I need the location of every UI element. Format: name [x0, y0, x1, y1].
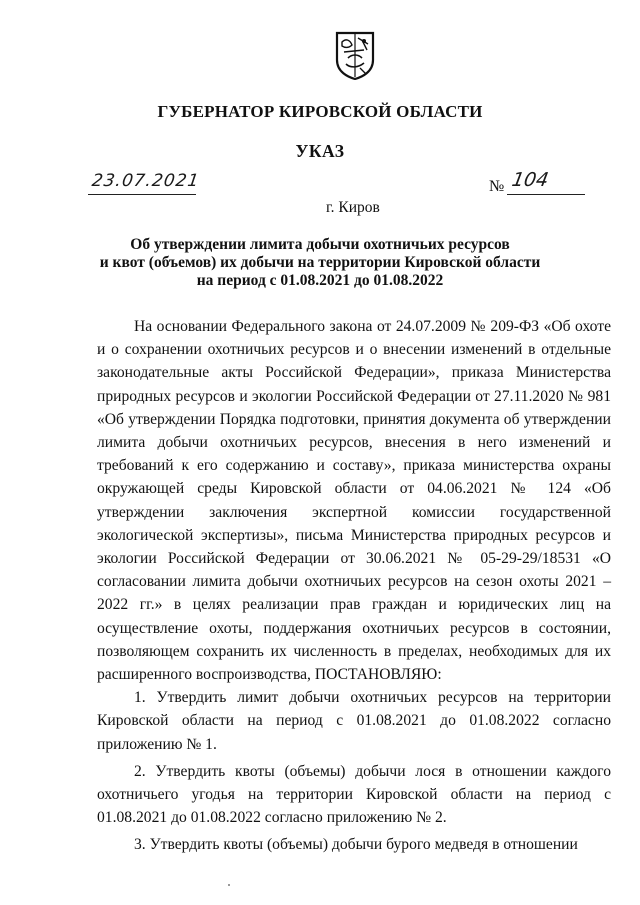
document-subject	[0, 236, 640, 290]
city-name: г. Киров	[326, 199, 380, 216]
item-2-paragraph: 2. Утвердить квоты (объемы) добычи лося в отношении каждого охотничьего угодья на территории Кировской области на период с 01.08.2021 до 01.08.2022 согласно приложению № 2.	[97, 762, 611, 827]
preamble-paragraph: На основании Федерального закона от 24.07.2009 № 209-ФЗ «Об охоте и о сохранении охотничьих ресурсов и о внесении изменений в отдельные законодательные акты Российской Федерации», приказа Министерства природных ресурсов и экологии Российской Федерации от 27.11.2020 № 981 «Об утверждении Порядка подготовки, принятия документа об утверждении лимита добычи охотничьих ресурсов, внесения в него изменений и требований к его содержанию и составу», приказа министерства охраны окружающей среды Кировской области от 04.06.2021 № 124 «Об утверждении заключения экспертной комиссии государственной экологической экспертизы», письма Министерства природных ресурсов и экологии Российской Федерации от 30.06.2021 № 05-29-29/18531 «О согласовании лимита добычи охотничьих ресурсов на сезон охоты 2021 – 2022 гг.» в целях реализации прав граждан и юридических лиц на осуществление охоты, поддержания охотничьих ресурсов в состоянии, позволяющем сохранить их численность в пределах, необходимых для их расширенного воспроизводства, ПОСТАНОВЛЯЮ:	[97, 318, 611, 684]
document-date: 23.07.2021	[90, 171, 201, 191]
number-label: №	[489, 178, 505, 195]
item-3-paragraph: 3. Утвердить квоты (объемы) добычи бурого медведя в отношении	[134, 836, 578, 854]
document-body	[97, 315, 611, 861]
authority-title: ГУБЕРНАТОР КИРОВСКОЙ ОБЛАСТИ	[157, 102, 483, 121]
coat-of-arms-icon	[334, 30, 376, 80]
document-type: УКАЗ	[295, 141, 345, 161]
scan-speck	[228, 884, 230, 886]
item-1-paragraph: 1. Утвердить лимит добычи охотничьих ресурсов на территории Кировской области на период с 01.08.2021 до 01.08.2022 согласно приложению № 1.	[97, 689, 611, 753]
document-number: 104	[510, 169, 551, 191]
subject-line-1: Об утверждении лимита добычи охотничьих ресурсов	[130, 236, 510, 253]
subject-line-2: и квот (объемов) их добычи на территории Кировской области	[99, 254, 541, 271]
subject-line-3: на период с 01.08.2021 до 01.08.2022	[196, 272, 444, 289]
